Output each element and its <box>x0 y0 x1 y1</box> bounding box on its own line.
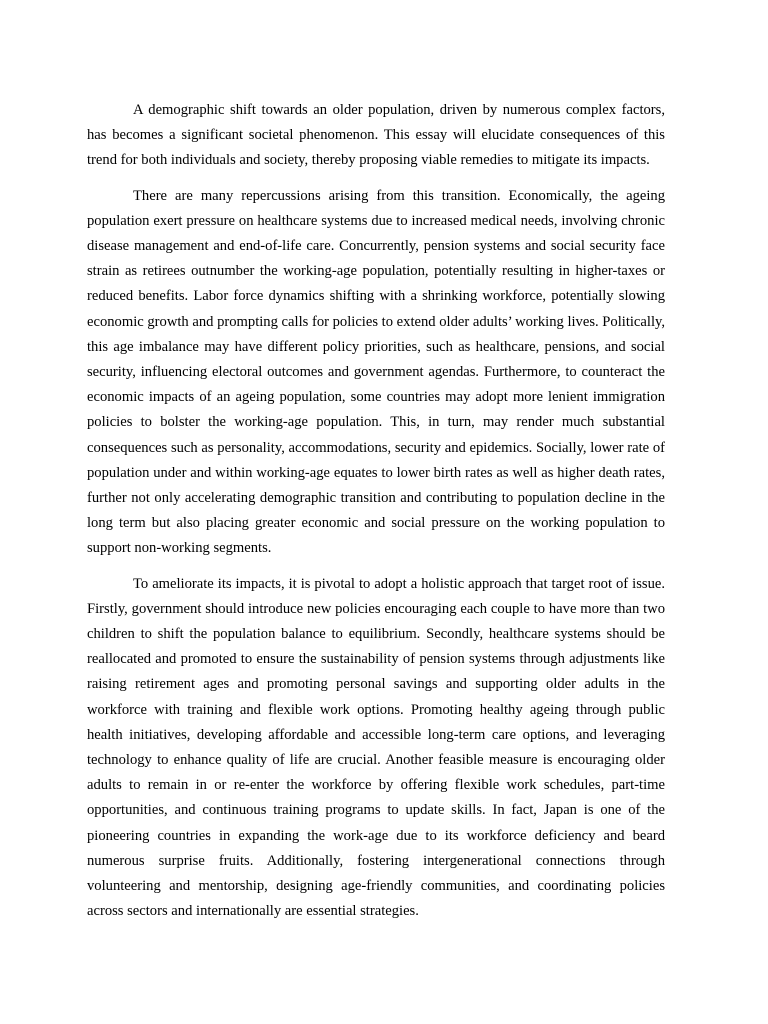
paragraph-intro: A demographic shift towards an older population, driven by numerous complex factors, has becomes a significant societal phenomenon. This essay will elucidate consequences of this trend for both individuals and society, thereby proposing viable remedies to mitigate its impacts. <box>87 102 665 169</box>
paragraph-remedies: To ameliorate its impacts, it is pivotal to adopt a holistic approach that target root of issue. Firstly, government should introduce new policies encouraging each couple to have more than two children to shift the population balance to equilibrium. Secondly, healthcare systems should be reallocated and promoted to ensure the sustainability of pension systems through adjustments like raising retirement ages and promoting personal savings and supporting older adults in the workforce with training and flexible work options. Promoting healthy ageing through public health initiatives, developing affordable and accessible long-term care options, and leveraging technology to enhance quality of life are crucial. Another feasible measure is encouraging older adults to remain in or re-enter the workforce by offering flexible work schedules, part-time opportunities, and continuous training programs to update skills. In fact, Japan is one of the pioneering countries in expanding the work-age due to its workforce deficiency and beard numerous surprise fruits. Additionally, fostering intergenerational connections through volunteering and mentorship, designing age-friendly communities, and coordinating policies across sectors and internationally are essential strategies. <box>87 575 665 920</box>
document-body <box>87 98 665 935</box>
paragraph-consequences: There are many repercussions arising from this transition. Economically, the ageing population exert pressure on healthcare systems due to increased medical needs, involving chronic disease management and end-of-life care. Concurrently, pension systems and social security face strain as retirees outnumber the working-age population, potentially resulting in higher-taxes or reduced benefits. Labor force dynamics shifting with a shrinking workforce, potentially slowing economic growth and prompting calls for policies to extend older adults’ working lives. Politically, this age imbalance may have different policy priorities, such as healthcare, pensions, and social security, influencing electoral outcomes and government agendas. Furthermore, to counteract the economic impacts of an ageing population, some countries may adopt more lenient immigration policies to bolster the working-age population. This, in turn, may render much substantial consequences such as personality, accommodations, security and epidemics. Socially, lower rate of population under and within working-age equates to lower birth rates as well as higher death rates, further not only accelerating demographic transition and contributing to population decline in the long term but also placing greater economic and social pressure on the working population to support non-working segments. <box>87 187 665 557</box>
